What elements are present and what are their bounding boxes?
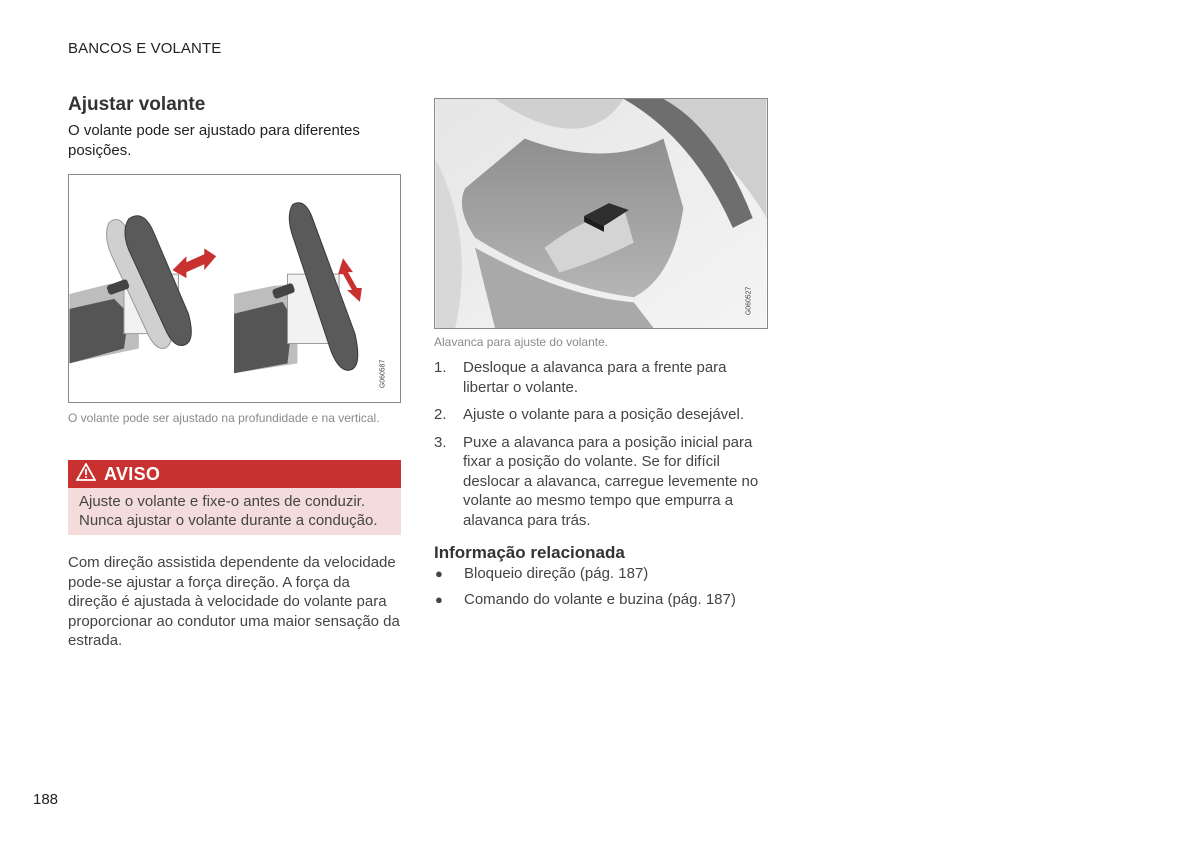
steering-adjustment-illustration (68, 174, 401, 403)
step-text: Ajuste o volante para a posição desejável. (463, 406, 745, 423)
section-header: BANCOS E VOLANTE (68, 40, 222, 57)
related-info-title: Informação relacionada (434, 543, 625, 562)
body-paragraph: Com direção assistida dependente da velocidade pode-se ajustar a força direção. A força da direção é ajustada à velocidade do volante para proporcionar ao condutor uma maior sensação da estrada. (68, 554, 400, 649)
bullet-icon: ● (435, 566, 443, 581)
step-number: 3. (434, 433, 447, 451)
warning-header (68, 460, 401, 488)
related-link-text: Comando do volante e buzina (pág. 187) (464, 590, 736, 608)
figure2-code: G060527 (745, 286, 753, 316)
figure1-caption: O volante pode ser ajustado na profundidade e na vertical. (68, 411, 380, 425)
height-arrow (338, 258, 362, 302)
warning-line: Nunca ajustar o volante durante a condução. (79, 512, 378, 529)
warning-body (68, 488, 401, 535)
intro-text: O volante pode ser ajustado para diferentes posições. (68, 122, 360, 159)
related-link-text: Bloqueio direção (pág. 187) (464, 565, 649, 582)
lever-photo (434, 98, 768, 329)
steps-list (434, 358, 768, 538)
step-number: 1. (434, 359, 447, 376)
warning-triangle-icon (76, 463, 96, 486)
related-link-wheel-controls-horn[interactable] (434, 590, 768, 610)
related-info-list (434, 564, 768, 615)
step-text: Desloque a alavanca para a frente para libertar o volante. (463, 359, 727, 396)
step-text: Puxe a alavanca para a posição inicial para fixar a posição do volante. Se for difícil deslocar a alavanca, carregue levemente no volante ao mesmo tempo que empurra a alavanca para trás. (463, 433, 759, 529)
warning-label: AVISO (104, 463, 161, 484)
steering-wheel-height-drawing (234, 203, 358, 373)
step-item (434, 433, 768, 531)
step-item (434, 358, 768, 397)
figure2-caption: Alavanca para ajuste do volante. (434, 335, 609, 349)
related-link-steering-lock[interactable] (434, 564, 768, 584)
bullet-icon: ● (435, 591, 443, 607)
warning-box (68, 460, 401, 535)
step-number: 2. (434, 406, 447, 423)
page-title: Ajustar volante (68, 94, 206, 115)
page-number: 188 (33, 791, 59, 808)
step-item (434, 405, 768, 425)
depth-arrow (173, 248, 217, 278)
warning-line: Ajuste o volante e fixe-o antes de conduzir. (79, 493, 366, 510)
figure1-code: G060587 (379, 359, 387, 389)
steering-wheel-depth-drawing (69, 216, 191, 364)
